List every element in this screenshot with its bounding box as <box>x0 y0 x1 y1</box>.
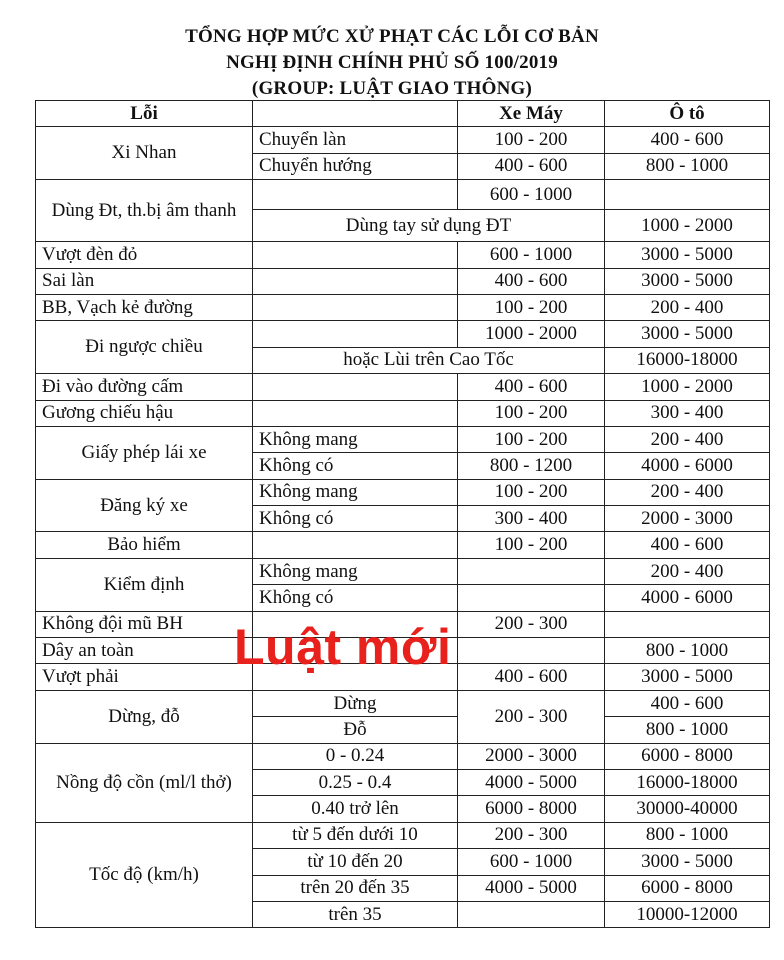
table-header-row <box>36 101 770 127</box>
xe-may-fine: 400 - 600 <box>458 664 605 690</box>
table-row <box>36 743 770 769</box>
xe-may-fine: 300 - 400 <box>458 506 605 532</box>
o-to-fine: 30000-40000 <box>605 796 770 822</box>
title-line-3: (GROUP: LUẬT GIAO THÔNG) <box>251 78 533 99</box>
o-to-fine: 200 - 400 <box>605 479 770 505</box>
violation-name: Nồng độ cồn (ml/l thở) <box>36 743 253 822</box>
violation-name: Dây an toàn <box>36 638 253 664</box>
table-row <box>36 242 770 268</box>
xe-may-fine: 100 - 200 <box>458 127 605 153</box>
o-to-fine: 200 - 400 <box>605 426 770 452</box>
penalty-table <box>35 100 770 928</box>
table-row <box>36 558 770 584</box>
o-to-fine: 2000 - 3000 <box>605 506 770 532</box>
sub-case: trên 35 <box>253 901 458 927</box>
xe-may-fine: 6000 - 8000 <box>458 796 605 822</box>
xe-may-fine: 600 - 1000 <box>458 242 605 268</box>
table-row <box>36 426 770 452</box>
table-row <box>36 321 770 347</box>
o-to-fine: 400 - 600 <box>605 532 770 558</box>
sub-case: Chuyển làn <box>253 127 458 153</box>
o-to-fine: 200 - 400 <box>605 294 770 320</box>
o-to-fine: 300 - 400 <box>605 400 770 426</box>
xe-may-fine: 400 - 600 <box>458 374 605 400</box>
o-to-fine: 1000 - 2000 <box>605 374 770 400</box>
o-to-fine: 800 - 1000 <box>605 638 770 664</box>
table-row <box>36 690 770 716</box>
o-to-fine: 4000 - 6000 <box>605 585 770 611</box>
table-row <box>36 479 770 505</box>
table-row <box>36 532 770 558</box>
violation-name: Vượt đèn đỏ <box>36 242 253 268</box>
sub-case: Không mang <box>253 558 458 584</box>
violation-name: Gương chiếu hậu <box>36 400 253 426</box>
o-to-fine: 1000 - 2000 <box>605 210 770 242</box>
sub-case: Dừng <box>253 690 458 716</box>
o-to-fine: 400 - 600 <box>605 127 770 153</box>
xe-may-fine: 600 - 1000 <box>458 849 605 875</box>
o-to-fine: 6000 - 8000 <box>605 743 770 769</box>
table-row <box>36 294 770 320</box>
xe-may-fine: 600 - 1000 <box>458 180 605 210</box>
sub-case-note: hoặc Lùi trên Cao Tốc <box>253 347 605 373</box>
o-to-fine: 200 - 400 <box>605 558 770 584</box>
xe-may-fine: 1000 - 2000 <box>458 321 605 347</box>
xe-may-fine: 100 - 200 <box>458 479 605 505</box>
violation-name: Vượt phải <box>36 664 253 690</box>
sub-case: trên 20 đến 35 <box>253 875 458 901</box>
xe-may-fine: 400 - 600 <box>458 153 605 179</box>
sub-case: Không có <box>253 585 458 611</box>
o-to-fine: 16000-18000 <box>605 769 770 795</box>
header-xe-may: Xe Máy <box>458 101 605 127</box>
table-row <box>36 180 770 210</box>
o-to-fine: 6000 - 8000 <box>605 875 770 901</box>
violation-name: Đi ngược chiều <box>36 321 253 374</box>
xe-may-fine: 200 - 300 <box>458 690 605 743</box>
table-row <box>36 268 770 294</box>
sub-case-note: Dùng tay sử dụng ĐT <box>253 210 605 242</box>
violation-name: Kiểm định <box>36 558 253 611</box>
xe-may-fine: 800 - 1200 <box>458 453 605 479</box>
violation-name: Đăng ký xe <box>36 479 253 532</box>
xe-may-fine: 4000 - 5000 <box>458 875 605 901</box>
xe-may-fine: 200 - 300 <box>458 611 605 637</box>
violation-name: Xi Nhan <box>36 127 253 180</box>
luat-moi-stamp: Luật mới <box>234 619 452 675</box>
table-row <box>36 127 770 153</box>
o-to-fine: 10000-12000 <box>605 901 770 927</box>
violation-name: Không đội mũ BH <box>36 611 253 637</box>
sub-case: Không mang <box>253 426 458 452</box>
violation-name: Dùng Đt, th.bị âm thanh <box>36 180 253 242</box>
violation-name: Tốc độ (km/h) <box>36 822 253 928</box>
o-to-fine: 800 - 1000 <box>605 822 770 848</box>
o-to-fine: 3000 - 5000 <box>605 268 770 294</box>
o-to-fine: 3000 - 5000 <box>605 664 770 690</box>
violation-name: Đi vào đường cấm <box>36 374 253 400</box>
sub-case: từ 5 đến dưới 10 <box>253 822 458 848</box>
violation-name: BB, Vạch kẻ đường <box>36 294 253 320</box>
xe-may-fine: 100 - 200 <box>458 426 605 452</box>
violation-name: Sai làn <box>36 268 253 294</box>
table-row <box>36 664 770 690</box>
o-to-fine: 4000 - 6000 <box>605 453 770 479</box>
o-to-fine: 3000 - 5000 <box>605 321 770 347</box>
o-to-fine: 3000 - 5000 <box>605 849 770 875</box>
violation-name: Dừng, đỗ <box>36 690 253 743</box>
sub-case: 0.25 - 0.4 <box>253 769 458 795</box>
sub-case: từ 10 đến 20 <box>253 849 458 875</box>
o-to-fine: 800 - 1000 <box>605 717 770 743</box>
xe-may-fine: 100 - 200 <box>458 400 605 426</box>
o-to-fine: 16000-18000 <box>605 347 770 373</box>
sub-case: Không có <box>253 453 458 479</box>
o-to-fine: 800 - 1000 <box>605 153 770 179</box>
table-row <box>36 822 770 848</box>
sub-case: 0.40 trở lên <box>253 796 458 822</box>
title-line-1: TỔNG HỢP MỨC XỬ PHẠT CÁC LỖI CƠ BẢN <box>185 26 599 47</box>
o-to-fine: 400 - 600 <box>605 690 770 716</box>
violation-name: Giấy phép lái xe <box>36 426 253 479</box>
violation-name: Bảo hiểm <box>36 532 253 558</box>
xe-may-fine: 400 - 600 <box>458 268 605 294</box>
table-row <box>36 638 770 664</box>
sub-case: 0 - 0.24 <box>253 743 458 769</box>
xe-may-fine: 2000 - 3000 <box>458 743 605 769</box>
sub-case: Không có <box>253 506 458 532</box>
xe-may-fine: 4000 - 5000 <box>458 769 605 795</box>
table-row <box>36 400 770 426</box>
xe-may-fine: 200 - 300 <box>458 822 605 848</box>
header-loi: Lỗi <box>36 101 253 127</box>
xe-may-fine: 100 - 200 <box>458 532 605 558</box>
header-o-to: Ô tô <box>605 101 770 127</box>
table-row <box>36 611 770 637</box>
sub-case: Chuyển hướng <box>253 153 458 179</box>
title-line-2: NGHỊ ĐỊNH CHÍNH PHỦ SỐ 100/2019 <box>226 52 558 73</box>
xe-may-fine: 100 - 200 <box>458 294 605 320</box>
table-row <box>36 374 770 400</box>
sub-case: Không mang <box>253 479 458 505</box>
o-to-fine: 3000 - 5000 <box>605 242 770 268</box>
sub-case: Đỗ <box>253 717 458 743</box>
